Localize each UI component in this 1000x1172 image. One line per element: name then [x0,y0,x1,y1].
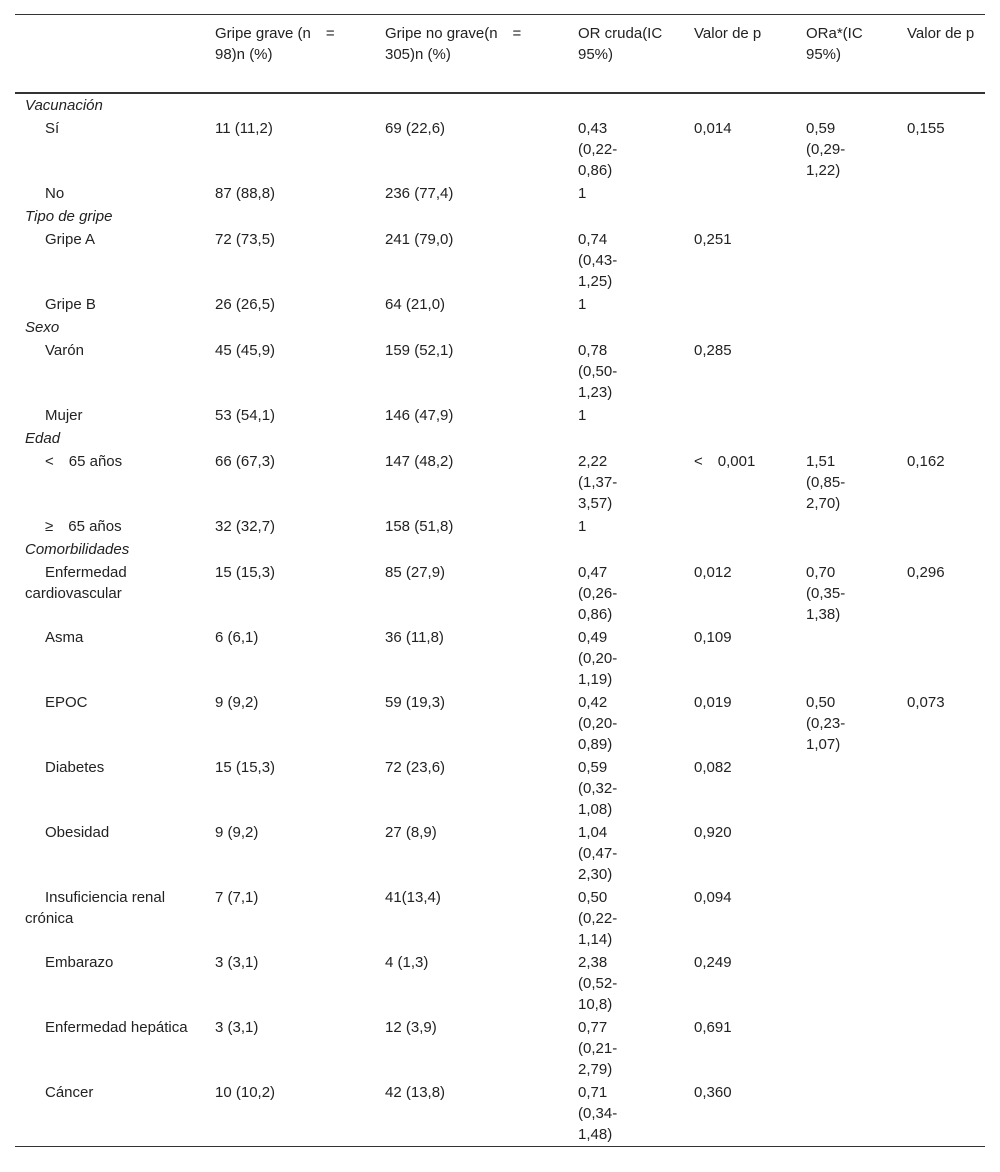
cell-crude-or: 0,42 (0,20-0,89) [578,694,618,753]
cell-severe: 72 (73,5) [215,231,276,248]
cell-name: Embarazo [45,954,114,971]
section-title: Comorbilidades [25,541,130,558]
cell-non-severe: 72 (23,6) [385,759,446,776]
cell-adjusted-or [796,626,897,691]
cell-crude-or: 0,50 (0,22-1,14) [578,889,618,948]
cell-crude-or: 1 [578,185,587,202]
cell-name: Mujer [45,407,83,424]
cell-p-value [684,404,796,427]
cell-crude-or: 2,22 (1,37-3,57) [578,453,618,512]
cell-non-severe: 36 (11,8) [385,629,444,646]
cell-crude-or: 0,49 (0,20-1,19) [578,629,618,688]
cell-severe: 15 (15,3) [215,759,276,776]
cell-adjusted-or [796,339,897,404]
header-cell-p-value: Valor de p [694,25,762,42]
table-row [15,691,985,756]
cell-adjusted-p-value: 0,073 [907,694,945,711]
cell-adjusted-or [796,293,897,316]
cell-p-value: 0,360 [694,1084,732,1101]
cell-p-value: 0,691 [694,1019,732,1036]
table-row [15,1016,985,1081]
cell-adjusted-or [796,228,897,293]
table-row [15,339,985,404]
cell-adjusted-or [796,821,897,886]
cell-adjusted-or: 0,50 (0,23-1,07) [806,694,846,753]
cell-p-value: 0,019 [694,694,732,711]
section-title: Sexo [25,319,60,336]
cell-p-value: 0,249 [694,954,732,971]
cell-name: Varón [45,342,84,359]
cell-crude-or: 2,38 (0,52-10,8) [578,954,618,1013]
cell-adjusted-p-value [897,756,985,821]
cell-adjusted-or [796,951,897,1016]
section-row [15,205,985,228]
cell-name: EPOC [45,694,88,711]
cell-severe: 32 (32,7) [215,518,276,535]
cell-severe: 6 (6,1) [215,629,259,646]
section-title: Tipo de gripe [25,208,113,225]
cell-adjusted-or [796,182,897,205]
cell-adjusted-p-value [897,228,985,293]
cell-name: Enfermedad hepática [45,1019,188,1036]
cell-adjusted-p-value [897,515,985,538]
cell-severe: 9 (9,2) [215,824,259,841]
table-row [15,228,985,293]
table-row [15,626,985,691]
table-row [15,293,985,316]
cell-p-value: 0,285 [694,342,732,359]
cell-p-value: 0,094 [694,889,732,906]
cell-non-severe: 236 (77,4) [385,185,454,202]
cell-adjusted-or: 1,51 (0,85-2,70) [806,453,846,512]
cell-adjusted-or: 0,70 (0,35-1,38) [806,564,846,623]
cell-p-value [684,182,796,205]
header-cell-non-severe-flu: Gripe no grave(n = 305)n (%) [385,25,537,63]
data-table [15,14,985,1147]
header-cell-crude-or: OR cruda(IC 95%) [578,25,663,63]
cell-adjusted-or [796,404,897,427]
cell-name: No [45,185,65,202]
cell-adjusted-or: 0,59 (0,29-1,22) [806,120,846,179]
cell-name: Enfermedad cardiovascular [25,564,127,602]
table-row [15,951,985,1016]
table-row [15,561,985,626]
cell-severe: 26 (26,5) [215,296,276,313]
table-row [15,756,985,821]
cell-adjusted-p-value [897,1016,985,1081]
header-cell-adjusted-or: ORa*(IC 95%) [806,25,863,63]
cell-severe: 7 (7,1) [215,889,259,906]
cell-adjusted-p-value [897,821,985,886]
cell-p-value: 0,109 [694,629,732,646]
section-title: Vacunación [25,97,103,114]
cell-adjusted-or [796,756,897,821]
section-row [15,538,985,561]
cell-adjusted-or [796,515,897,538]
cell-severe: 45 (45,9) [215,342,276,359]
cell-name: Obesidad [45,824,110,841]
cell-name: Gripe B [45,296,96,313]
cell-crude-or: 0,77 (0,21-2,79) [578,1019,618,1078]
table-row [15,515,985,538]
cell-adjusted-p-value: 0,162 [907,453,945,470]
cell-non-severe: 4 (1,3) [385,954,429,971]
cell-severe: 11 (11,2) [215,120,273,137]
cell-severe: 66 (67,3) [215,453,276,470]
cell-non-severe: 59 (19,3) [385,694,446,711]
section-row [15,427,985,450]
cell-adjusted-p-value: 0,296 [907,564,945,581]
cell-p-value: 0,920 [694,824,732,841]
cell-name: Sí [45,120,60,137]
cell-severe: 87 (88,8) [215,185,276,202]
cell-severe: 3 (3,1) [215,1019,259,1036]
cell-non-severe: 159 (52,1) [385,342,454,359]
cell-p-value: 0,251 [694,231,732,248]
section-row [15,93,985,117]
cell-non-severe: 27 (8,9) [385,824,437,841]
cell-p-value [684,515,796,538]
table-row [15,886,985,951]
cell-adjusted-p-value [897,951,985,1016]
cell-adjusted-p-value [897,886,985,951]
cell-crude-or: 1,04 (0,47-2,30) [578,824,618,883]
cell-non-severe: 64 (21,0) [385,296,446,313]
cell-p-value [684,293,796,316]
cell-name: Gripe A [45,231,96,248]
cell-adjusted-p-value [897,339,985,404]
cell-adjusted-p-value: 0,155 [907,120,945,137]
table-row [15,450,985,515]
cell-adjusted-p-value [897,626,985,691]
cell-name: ≥ 65 años [45,518,122,535]
section-row [15,316,985,339]
table-row [15,1081,985,1147]
table-row [15,117,985,182]
cell-severe: 3 (3,1) [215,954,259,971]
table-header-row [15,15,985,94]
cell-crude-or: 0,47 (0,26-0,86) [578,564,618,623]
cell-non-severe: 147 (48,2) [385,453,454,470]
table-row [15,404,985,427]
table-row [15,182,985,205]
cell-non-severe: 158 (51,8) [385,518,454,535]
cell-name: Cáncer [45,1084,94,1101]
cell-crude-or: 1 [578,518,587,535]
cell-adjusted-p-value [897,182,985,205]
cell-severe: 10 (10,2) [215,1084,276,1101]
cell-non-severe: 12 (3,9) [385,1019,437,1036]
header-cell-variable [15,15,205,94]
cell-adjusted-p-value [897,404,985,427]
cell-adjusted-p-value [897,293,985,316]
cell-non-severe: 69 (22,6) [385,120,446,137]
cell-non-severe: 85 (27,9) [385,564,446,581]
cell-crude-or: 0,74 (0,43-1,25) [578,231,618,290]
cell-p-value: 0,012 [694,564,732,581]
cell-name: Asma [45,629,84,646]
header-cell-adjusted-p-value: Valor de p [907,25,975,42]
cell-crude-or: 0,78 (0,50-1,23) [578,342,618,401]
table-row [15,821,985,886]
cell-name: Diabetes [45,759,105,776]
cell-non-severe: 146 (47,9) [385,407,454,424]
cell-non-severe: 42 (13,8) [385,1084,446,1101]
cell-severe: 9 (9,2) [215,694,259,711]
cell-name: < 65 años [45,453,123,470]
cell-severe: 15 (15,3) [215,564,276,581]
cell-adjusted-or [796,1081,897,1147]
cell-crude-or: 0,43 (0,22-0,86) [578,120,618,179]
cell-p-value: < 0,001 [694,453,756,470]
cell-crude-or: 0,59 (0,32-1,08) [578,759,618,818]
cell-crude-or: 0,71 (0,34-1,48) [578,1084,618,1143]
cell-name: Insuficiencia renal crónica [25,889,166,927]
cell-non-severe: 41(13,4) [385,889,441,906]
cell-severe: 53 (54,1) [215,407,276,424]
cell-crude-or: 1 [578,407,587,424]
cell-crude-or: 1 [578,296,587,313]
cell-adjusted-or [796,886,897,951]
cell-p-value: 0,014 [694,120,732,137]
header-cell-severe-flu: Gripe grave (n = 98)n (%) [215,25,350,63]
section-title: Edad [25,430,61,447]
cell-adjusted-p-value [897,1081,985,1147]
cell-adjusted-or [796,1016,897,1081]
cell-non-severe: 241 (79,0) [385,231,454,248]
cell-p-value: 0,082 [694,759,732,776]
